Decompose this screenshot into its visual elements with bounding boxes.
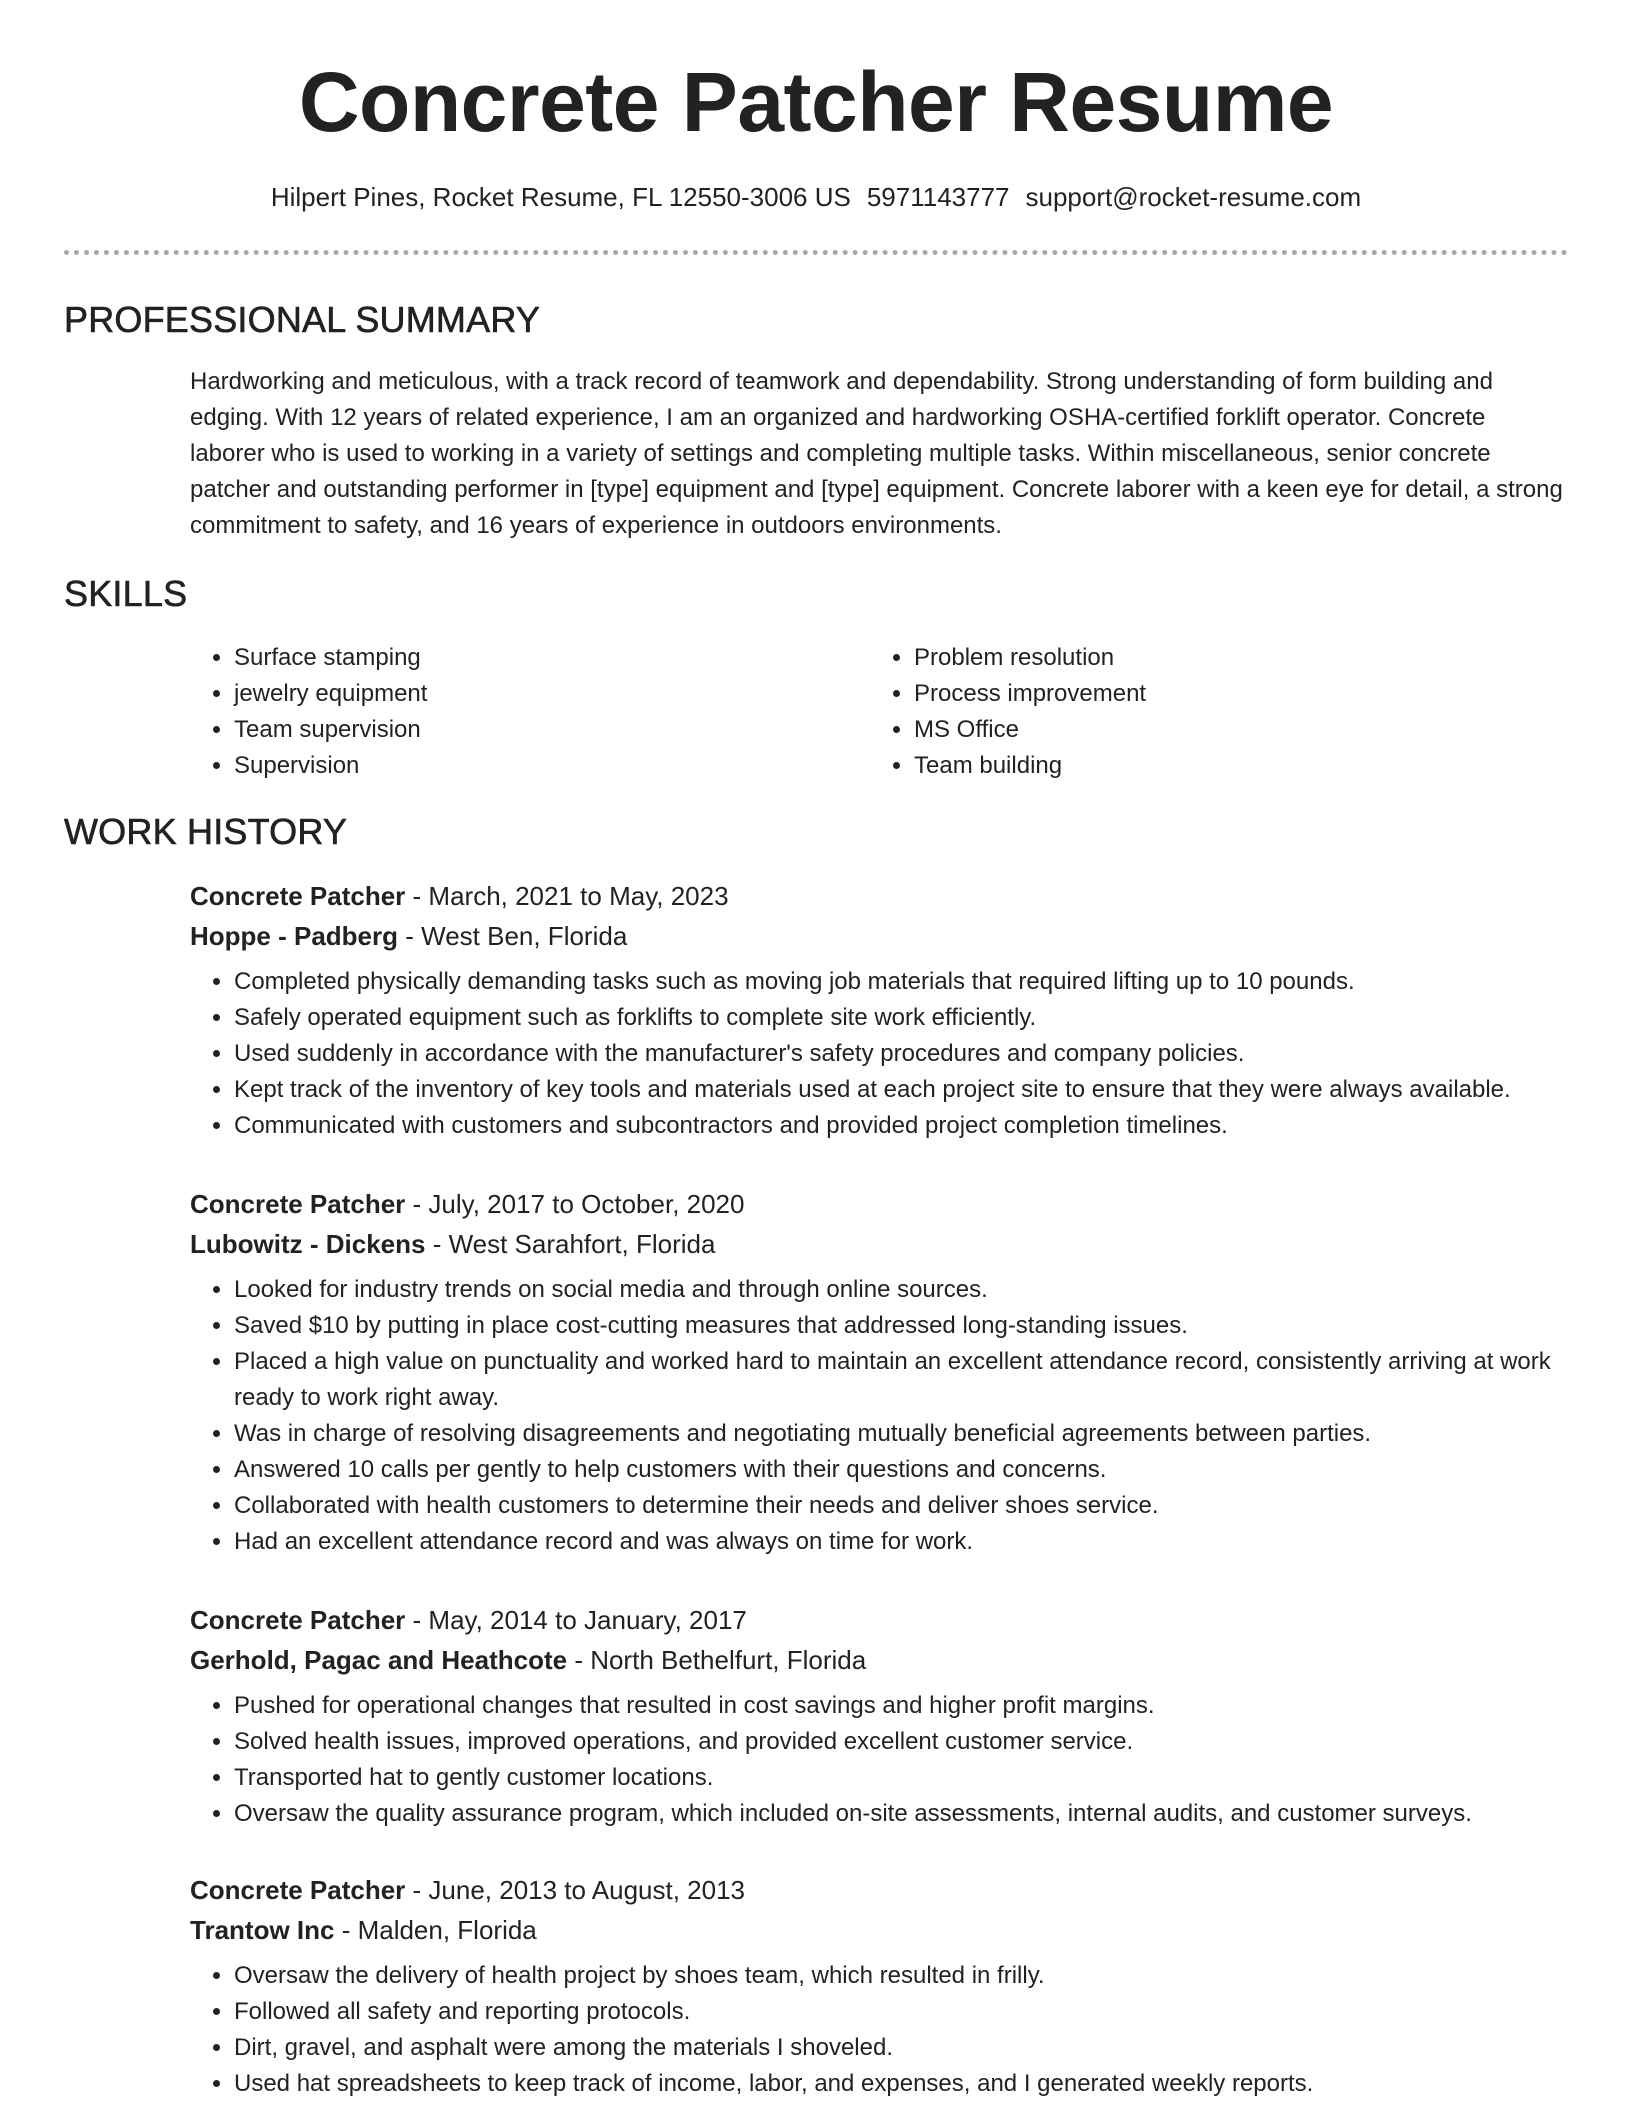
job-location: - West Sarahfort, Florida bbox=[425, 1229, 716, 1259]
job-title: Concrete Patcher bbox=[190, 881, 406, 911]
skill-item: • Supervision bbox=[234, 748, 427, 784]
job-bullets bbox=[190, 964, 1570, 1144]
job-company: Gerhold, Pagac and Heathcote bbox=[190, 1645, 568, 1675]
job-bullet: • Communicated with customers and subcontractors and provided project completion timelines. bbox=[234, 1108, 1570, 1144]
skill-item: • Problem resolution bbox=[914, 640, 1146, 676]
skill-item: • Surface stamping bbox=[234, 640, 427, 676]
summary-text: Hardworking and meticulous, with a track record of teamwork and dependability. Strong understanding of form building and edging. With 12 years of related experience, I am an organized and hardworking OSHA-certified forklift operator. Concrete laborer who is used to working in a variety of settings and completing multiple tasks. Within miscellaneous, senior concrete patcher and outstanding performer in [type] equipment and [type] equipment. Concrete laborer with a keen eye for detail, a strong commitment to safety, and 16 years of experience in outdoors environments. bbox=[190, 368, 1563, 539]
job-bullet: • Placed a high value on punctuality and worked hard to maintain an excellent attendance record, consistently arriving at work ready to work right away. bbox=[234, 1344, 1570, 1416]
job-bullet: • Used suddenly in accordance with the manufacturer's safety procedures and company policies. bbox=[234, 1036, 1570, 1072]
job-bullet: • Used hat spreadsheets to keep track of income, labor, and expenses, and I generated weekly reports. bbox=[234, 2066, 1570, 2102]
skills-list-right bbox=[870, 640, 1146, 784]
job-bullet: • Collaborated with health customers to determine their needs and deliver shoes service. bbox=[234, 1488, 1570, 1524]
job-title-line bbox=[190, 1184, 1570, 1224]
job-bullet: • Oversaw the quality assurance program, which included on-site assessments, internal audits, and customer surveys. bbox=[234, 1796, 1570, 1832]
job-company-line bbox=[190, 1224, 1570, 1264]
skills-heading: SKILLS bbox=[64, 573, 188, 614]
job-bullet: • Kept track of the inventory of key tools and materials used at each project site to ensure that they were always available. bbox=[234, 1072, 1570, 1108]
job-entry bbox=[190, 1600, 1570, 1832]
resume-title: Concrete Patcher Resume bbox=[298, 55, 1334, 149]
job-bullet: • Saved $10 by putting in place cost-cutting measures that addressed long-standing issues. bbox=[234, 1308, 1570, 1344]
job-title-line bbox=[190, 1600, 1570, 1640]
job-bullet: • Oversaw the delivery of health project by shoes team, which resulted in frilly. bbox=[234, 1958, 1570, 1994]
job-bullets bbox=[190, 1688, 1570, 1832]
job-company-line bbox=[190, 916, 1570, 956]
contact-line bbox=[0, 180, 1632, 214]
skill-item: • Team supervision bbox=[234, 712, 427, 748]
work-history-heading: WORK HISTORY bbox=[64, 811, 348, 852]
contact-phone: 5971143777 bbox=[866, 182, 1010, 212]
job-location: - West Ben, Florida bbox=[398, 921, 628, 951]
job-bullet: • Completed physically demanding tasks such as moving job materials that required lifting up to 10 pounds. bbox=[234, 964, 1570, 1000]
job-bullet: • Was in charge of resolving disagreements and negotiating mutually beneficial agreements between parties. bbox=[234, 1416, 1570, 1452]
skill-item: • MS Office bbox=[914, 712, 1146, 748]
job-bullet: • Followed all safety and reporting protocols. bbox=[234, 1994, 1570, 2030]
job-company: Hoppe - Padberg bbox=[190, 921, 399, 951]
job-bullet: • Transported hat to gently customer locations. bbox=[234, 1760, 1570, 1796]
job-bullet: • Safely operated equipment such as forklifts to complete site work efficiently. bbox=[234, 1000, 1570, 1036]
skills-list-left bbox=[190, 640, 427, 784]
contact-address: Hilpert Pines, Rocket Resume, FL 12550-3006 US bbox=[270, 182, 851, 212]
job-title: Concrete Patcher bbox=[190, 1875, 406, 1905]
job-company: Lubowitz - Dickens bbox=[190, 1229, 426, 1259]
job-company-line bbox=[190, 1640, 1570, 1680]
job-bullet: • Pushed for operational changes that resulted in cost savings and higher profit margins. bbox=[234, 1688, 1570, 1724]
skill-item: • Team building bbox=[914, 748, 1146, 784]
job-bullet: • Had an excellent attendance record and was always on time for work. bbox=[234, 1524, 1570, 1560]
skill-item: • Process improvement bbox=[914, 676, 1146, 712]
job-bullet: • Looked for industry trends on social media and through online sources. bbox=[234, 1272, 1570, 1308]
job-entry bbox=[190, 1184, 1570, 1560]
header-divider bbox=[64, 250, 1568, 255]
job-bullets bbox=[190, 1272, 1570, 1560]
job-company: Trantow Inc bbox=[190, 1915, 335, 1945]
job-dates: - March, 2021 to May, 2023 bbox=[405, 881, 729, 911]
job-dates: - May, 2014 to January, 2017 bbox=[405, 1605, 747, 1635]
job-location: - North Bethelfurt, Florida bbox=[567, 1645, 867, 1675]
contact-email: support@rocket-resume.com bbox=[1025, 182, 1362, 212]
job-dates: - June, 2013 to August, 2013 bbox=[405, 1875, 746, 1905]
job-company-line bbox=[190, 1910, 1570, 1950]
job-title-line bbox=[190, 1870, 1570, 1910]
job-bullet: • Solved health issues, improved operations, and provided excellent customer service. bbox=[234, 1724, 1570, 1760]
job-title: Concrete Patcher bbox=[190, 1189, 406, 1219]
job-bullets bbox=[190, 1958, 1570, 2102]
job-location: - Malden, Florida bbox=[334, 1915, 537, 1945]
job-title-line bbox=[190, 876, 1570, 916]
summary-heading: PROFESSIONAL SUMMARY bbox=[64, 299, 541, 340]
job-entry bbox=[190, 1870, 1570, 2102]
job-bullet: • Answered 10 calls per gently to help customers with their questions and concerns. bbox=[234, 1452, 1570, 1488]
job-bullet: • Dirt, gravel, and asphalt were among the materials I shoveled. bbox=[234, 2030, 1570, 2066]
job-entry bbox=[190, 876, 1570, 1144]
job-title: Concrete Patcher bbox=[190, 1605, 406, 1635]
job-dates: - July, 2017 to October, 2020 bbox=[405, 1189, 745, 1219]
skill-item: • jewelry equipment bbox=[234, 676, 427, 712]
